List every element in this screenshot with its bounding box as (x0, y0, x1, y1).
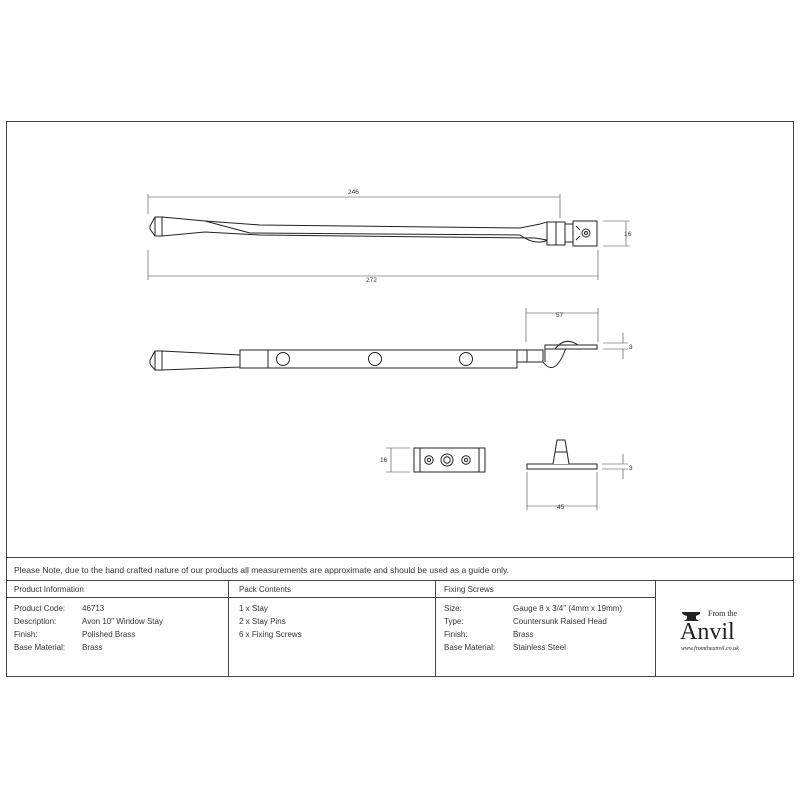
fixing-screws-header: Fixing Screws (444, 585, 494, 594)
stay-top-view (150, 217, 597, 246)
fixing-screws-label: Base Material: (444, 643, 496, 652)
logo-brand: Anvil (680, 619, 735, 645)
dim-lines-plate (386, 448, 410, 472)
product-info-value: Polished Brass (82, 630, 136, 639)
product-info-label: Product Code: (14, 604, 66, 613)
dim-label: 3 (629, 465, 633, 472)
dim-label: 57 (556, 312, 564, 319)
stay-side-view (150, 341, 597, 370)
table-top-rule (6, 557, 794, 558)
dim-label: 16 (624, 231, 632, 238)
measurement-note: Please Note, due to the hand crafted nature of our products all measurements are approximate and should be used as a guide only. (14, 565, 510, 575)
table-subheader-rule (6, 597, 655, 598)
pack-contents-item: 1 x Stay (239, 604, 268, 613)
dim-label: 272 (366, 277, 377, 284)
pack-contents-item: 6 x Fixing Screws (239, 630, 302, 639)
product-info-value: Avon 10" Window Stay (82, 617, 163, 626)
product-info-value: Brass (82, 643, 103, 652)
stay-pin (527, 440, 597, 469)
fixing-screws-label: Size: (444, 604, 462, 613)
table-col-divider (228, 580, 229, 677)
table-header-rule (6, 580, 794, 581)
dim-label: 246 (348, 189, 359, 196)
fixing-screws-label: Finish: (444, 630, 468, 639)
dim-lines-pin (527, 454, 628, 510)
fixing-screws-value: Brass (513, 630, 534, 639)
pack-contents-header: Pack Contents (239, 585, 292, 594)
pack-contents-item: 2 x Stay Pins (239, 617, 286, 626)
product-info-label: Finish: (14, 630, 38, 639)
anvil-icon (678, 604, 778, 654)
product-info-header: Product Information (14, 585, 84, 594)
dim-label: 3 (629, 344, 633, 351)
from-the-anvil-logo (678, 604, 778, 654)
dim-label: 16 (380, 457, 388, 464)
fixing-screws-value: Stainless Steel (513, 643, 566, 652)
dim-label: 45 (557, 504, 565, 511)
product-info-value: 46713 (82, 604, 105, 613)
table-col-divider (655, 580, 656, 677)
logo-url: www.fromtheanvil.co.uk (681, 646, 739, 652)
fixing-screws-value: Gauge 8 x 3/4" (4mm x 19mm) (513, 604, 623, 613)
logo-from-the: From the (708, 609, 738, 618)
stay-pin-plate (414, 448, 485, 472)
fixing-screws-label: Type: (444, 617, 464, 626)
product-info-label: Base Material: (14, 643, 66, 652)
fixing-screws-value: Countersunk Raised Head (513, 617, 607, 626)
table-col-divider (435, 580, 436, 677)
product-info-label: Description: (14, 617, 57, 626)
